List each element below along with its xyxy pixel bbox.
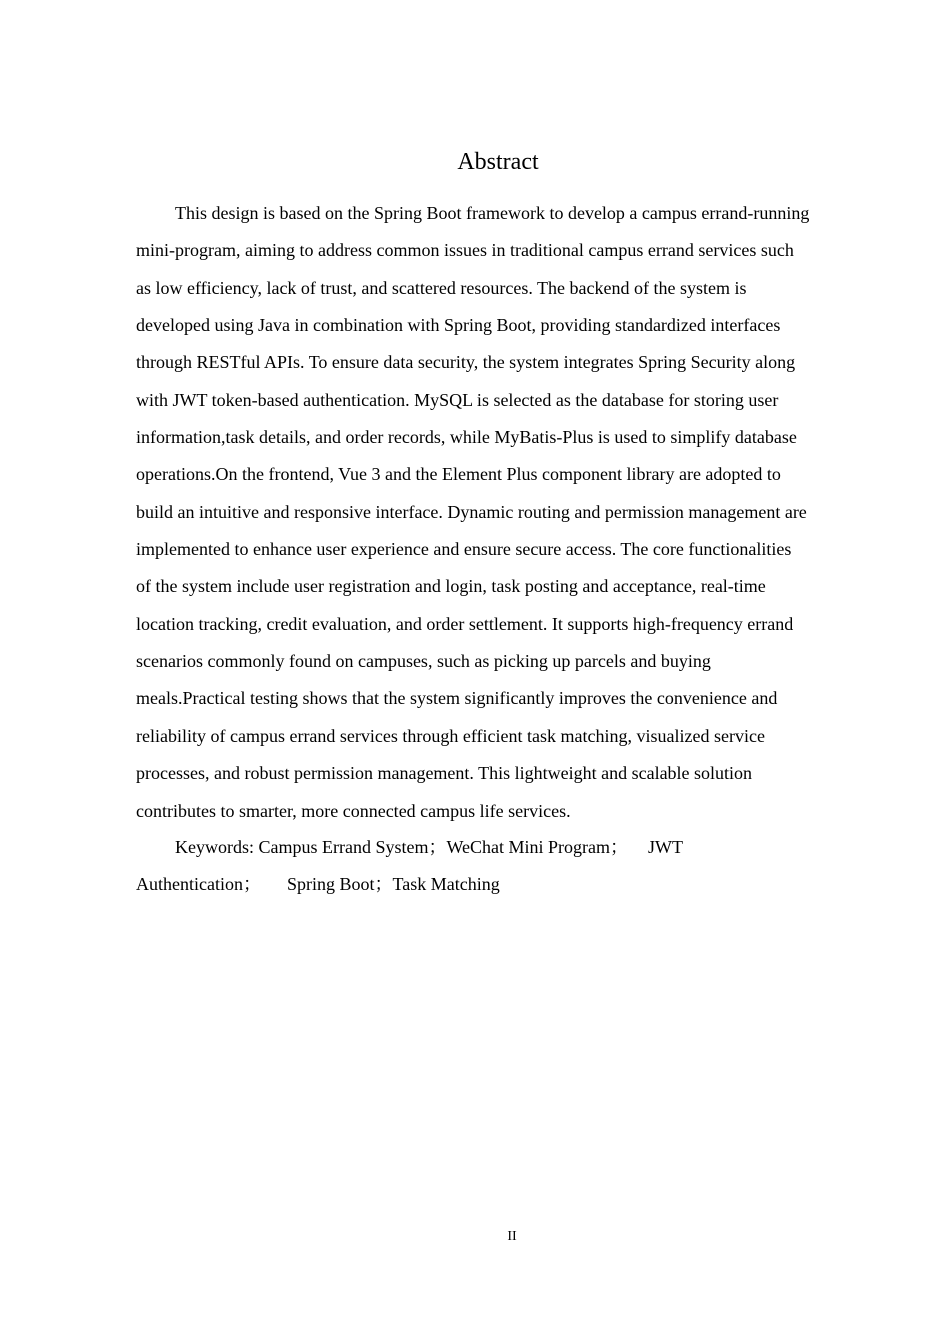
keywords-label: Keywords:: [175, 837, 259, 857]
keywords-block: [136, 829, 860, 904]
abstract-line: contributes to smarter, more connected campus life services.: [136, 800, 571, 821]
abstract-line: processes, and robust permission management. This lightweight and scalable solution: [136, 763, 753, 784]
abstract-title: Abstract: [457, 149, 539, 175]
page-number: II: [507, 1229, 517, 1244]
abstract-line: scenarios commonly found on campuses, such as picking up parcels and buying: [136, 651, 711, 672]
keywords-text: Spring Boot；Task Matching: [286, 874, 500, 895]
abstract-line: implemented to enhance user experience and ensure secure access. The core functionalities: [136, 539, 792, 560]
abstract-line: This design is based on the Spring Boot framework to develop a campus errand-running: [175, 203, 810, 223]
abstract-line: build an intuitive and responsive interface. Dynamic routing and permission management are: [136, 501, 807, 522]
abstract-line: reliability of campus errand services through efficient task matching, visualized service: [136, 725, 765, 746]
abstract-line: through RESTful APIs. To ensure data security, the system integrates Spring Security along: [136, 352, 796, 373]
abstract-line: developed using Java in combination with Spring Boot, providing standardized interfaces: [136, 315, 781, 336]
abstract-line: location tracking, credit evaluation, and order settlement. It supports high-frequency errand: [136, 613, 794, 634]
keywords-line-2: [136, 866, 860, 903]
abstract-line: with JWT token-based authentication. MySQL is selected as the database for storing user: [136, 389, 779, 410]
abstract-line: operations.On the frontend, Vue 3 and the Element Plus component library are adopted to: [136, 464, 781, 485]
keywords-line-1: [136, 829, 860, 866]
keywords-text: Authentication；: [136, 874, 261, 895]
keywords-text: JWT: [648, 837, 684, 857]
abstract-line: meals.Practical testing shows that the system significantly improves the convenience and: [136, 688, 778, 709]
abstract-body: [136, 195, 860, 830]
abstract-line: mini-program, aiming to address common issues in traditional campus errand services such: [136, 240, 794, 261]
abstract-line: information,task details, and order records, while MyBatis-Plus is used to simplify database: [136, 427, 797, 448]
abstract-line: of the system include user registration and login, task posting and acceptance, real-time: [136, 576, 766, 597]
keywords-text: Campus Errand System；WeChat Mini Program；: [258, 837, 629, 857]
abstract-line: as low efficiency, lack of trust, and scattered resources. The backend of the system is: [136, 277, 747, 298]
